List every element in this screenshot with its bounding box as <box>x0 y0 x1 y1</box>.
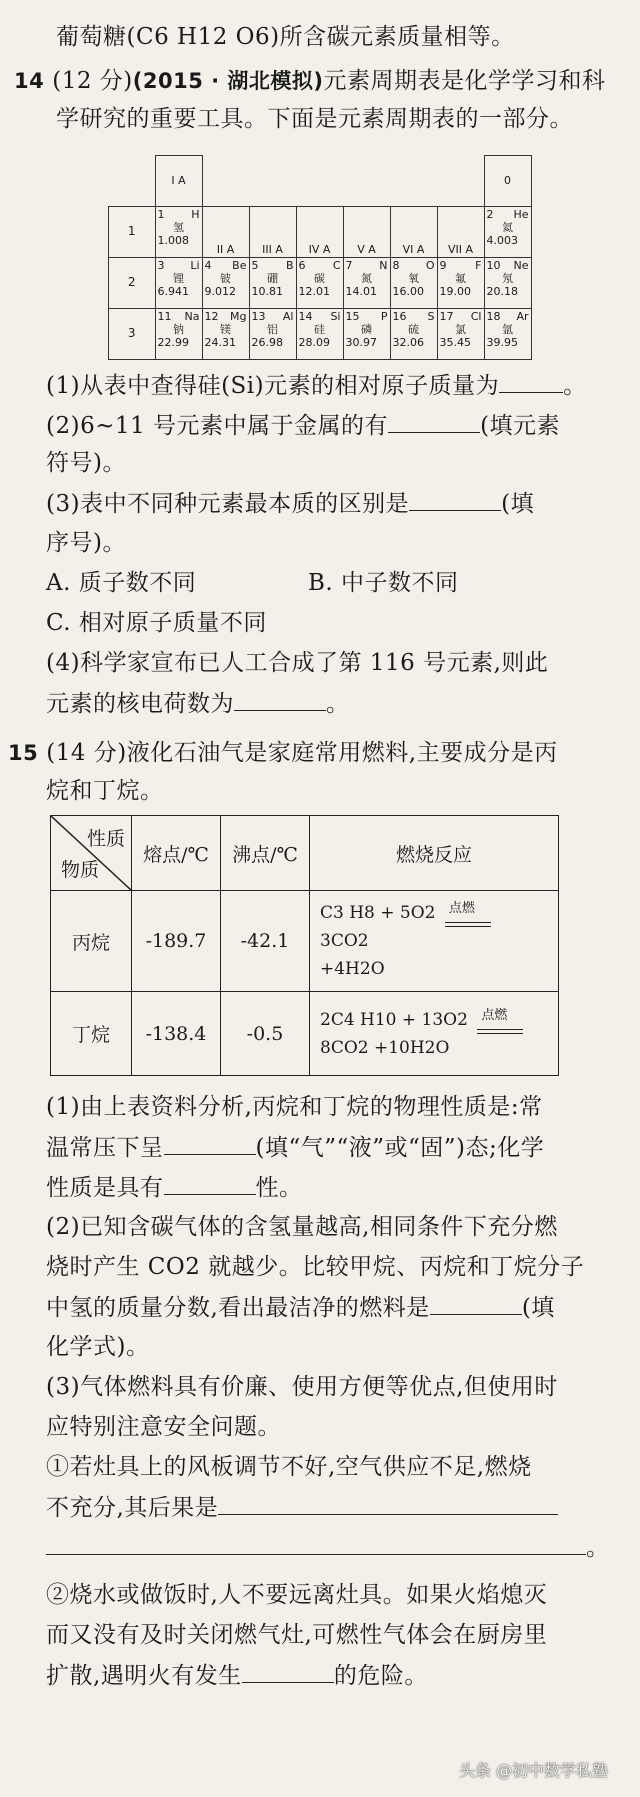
q15-part-2-cont2: 中氢的质量分数,看出最洁净的燃料是 (填 <box>46 1292 555 1323</box>
group-header: III A <box>249 206 296 257</box>
boiling-point-value: -42.1 <box>221 891 310 992</box>
period-1: 1 <box>109 206 156 257</box>
q15-part-2: (2)已知含碳气体的含氢量越高,相同条件下充分燃 <box>46 1214 558 1240</box>
element-cell: 14 Si 硅 28.09 <box>296 308 343 359</box>
melting-point-value: -189.7 <box>132 891 221 992</box>
q14-part-2: (2)6~11 号元素中属于金属的有 (填元素 <box>46 410 560 441</box>
group-0-header: 0 <box>484 156 531 207</box>
q14-part-4: (4)科学家宣布已人工合成了第 116 号元素,则此 <box>46 650 549 676</box>
period-3: 3 <box>109 308 156 359</box>
q15-sub-2: ②烧水或做饭时,人不要远离灶具。如果火焰熄灭 <box>46 1582 548 1608</box>
boiling-point-value: -0.5 <box>221 992 310 1076</box>
option-a: A. 质子数不同 <box>46 570 197 596</box>
substance-name: 丁烷 <box>51 992 132 1076</box>
element-cell: 13 Al 铝 26.98 <box>249 308 296 359</box>
answer-blank[interactable] <box>234 688 326 711</box>
q15-stem-1: (14 分)液化石油气是家庭常用燃料,主要成分是丙 <box>46 740 558 766</box>
q14-part-3-cont: 序号)。 <box>46 530 126 556</box>
answer-blank[interactable] <box>46 1532 586 1555</box>
q15-part-1-cont2: 性质是具有 性。 <box>46 1172 303 1203</box>
q15-sub-1: ①若灶具上的风板调节不好,空气供应不足,燃烧 <box>46 1454 532 1480</box>
answer-blank[interactable] <box>164 1132 256 1155</box>
q15-part-1-cont: 温常压下呈 (填“气”“液”或“固”)态;化学 <box>46 1132 544 1163</box>
element-cell: 17 Cl 氯 35.45 <box>437 308 484 359</box>
group-header: IV A <box>296 206 343 257</box>
q15-part-3: (3)气体燃料具有价廉、使用方便等优点,但使用时 <box>46 1374 558 1400</box>
header-melting-point: 熔点/℃ <box>132 816 221 891</box>
element-cell: 8 O 氧 16.00 <box>390 257 437 308</box>
q14-part-4-cont: 元素的核电荷数为 。 <box>46 688 350 719</box>
group-header: VII A <box>437 206 484 257</box>
properties-table <box>50 815 559 1076</box>
q14-score: (12 分) <box>52 68 133 94</box>
q15-sub-2-cont: 而又没有及时关闭燃气灶,可燃性气体会在厨房里 <box>46 1622 548 1648</box>
answer-blank[interactable] <box>218 1492 558 1515</box>
q14-number: 14 <box>14 69 45 93</box>
q14-stem-1: 元素周期表是化学学习和科 <box>323 68 606 94</box>
substance-name: 丙烷 <box>51 891 132 992</box>
q15-stem-2: 烷和丁烷。 <box>46 778 164 804</box>
q15-part-2-cont3: 化学式)。 <box>46 1334 150 1360</box>
q14-source: (2015 · 湖北模拟) <box>132 69 324 93</box>
q15-part-3-cont: 应特别注意安全问题。 <box>46 1414 281 1440</box>
element-cell: 1 H 氢 1.008 <box>155 206 202 257</box>
answer-blank[interactable] <box>499 370 563 393</box>
q15-sub-2-cont2: 扩散,遇明火有发生 的危险。 <box>46 1660 428 1691</box>
q14-stem-2: 学研究的重要工具。下面是元素周期表的一部分。 <box>56 106 573 132</box>
answer-blank[interactable] <box>388 410 480 433</box>
watermark: 头条 @初中数学私塾 <box>458 1761 608 1780</box>
answer-blank[interactable] <box>430 1292 522 1315</box>
q15-heading <box>8 738 558 768</box>
answer-blank[interactable] <box>409 488 501 511</box>
periodic-table <box>108 155 532 360</box>
element-cell: 11 Na 钠 22.99 <box>155 308 202 359</box>
combustion-equation: C3 H8 + 5O2 点燃 3CO2 +4H2O <box>310 891 559 992</box>
element-cell: 9 F 氟 19.00 <box>437 257 484 308</box>
q14-part-1: (1)从表中查得硅(Si)元素的相对原子质量为 。 <box>46 370 587 401</box>
answer-blank[interactable] <box>164 1172 256 1195</box>
q14-part-2-cont: 符号)。 <box>46 450 126 476</box>
q15-part-2-cont: 烧时产生 CO2 就越少。比较甲烷、丙烷和丁烷分子 <box>46 1254 585 1280</box>
option-b: B. 中子数不同 <box>308 570 459 596</box>
element-cell: 2 He 氦 4.003 <box>484 206 531 257</box>
element-cell: 18 Ar 氩 39.95 <box>484 308 531 359</box>
element-cell: 15 P 磷 30.97 <box>343 308 390 359</box>
reaction-condition: 点燃 <box>445 907 491 927</box>
header-combustion: 燃烧反应 <box>310 816 559 891</box>
period-2: 2 <box>109 257 156 308</box>
melting-point-value: -138.4 <box>132 992 221 1076</box>
group-header: V A <box>343 206 390 257</box>
element-cell: 4 Be 铍 9.012 <box>202 257 249 308</box>
continuation-line: 葡萄糖(C6 H12 O6)所含碳元素质量相等。 <box>56 24 515 50</box>
element-cell: 7 N 氮 14.01 <box>343 257 390 308</box>
element-cell: 5 B 硼 10.81 <box>249 257 296 308</box>
element-cell: 10 Ne 氖 20.18 <box>484 257 531 308</box>
combustion-equation: 2C4 H10 + 13O2 点燃 8CO2 +10H2O <box>310 992 559 1076</box>
option-c: C. 相对原子质量不同 <box>46 610 267 636</box>
element-cell: 16 S 硫 32.06 <box>390 308 437 359</box>
q15-number: 15 <box>8 741 39 765</box>
reaction-condition: 点燃 <box>477 1014 523 1034</box>
group-ia-header: I A <box>155 156 202 207</box>
q15-sub-1-cont: 不充分,其后果是 <box>46 1492 558 1523</box>
corner-header: 性质 物质 <box>51 816 132 891</box>
q14-part-3: (3)表中不同种元素最本质的区别是 (填 <box>46 488 534 519</box>
group-header: II A <box>202 206 249 257</box>
element-cell: 12 Mg 镁 24.31 <box>202 308 249 359</box>
q15-sub-1-cont2: 。 <box>46 1532 610 1563</box>
answer-blank[interactable] <box>242 1660 334 1683</box>
q14-heading <box>14 66 606 96</box>
header-boiling-point: 沸点/℃ <box>221 816 310 891</box>
element-cell: 3 Li 锂 6.941 <box>155 257 202 308</box>
q15-part-1: (1)由上表资料分析,丙烷和丁烷的物理性质是:常 <box>46 1094 543 1120</box>
element-cell: 6 C 碳 12.01 <box>296 257 343 308</box>
group-header: VI A <box>390 206 437 257</box>
